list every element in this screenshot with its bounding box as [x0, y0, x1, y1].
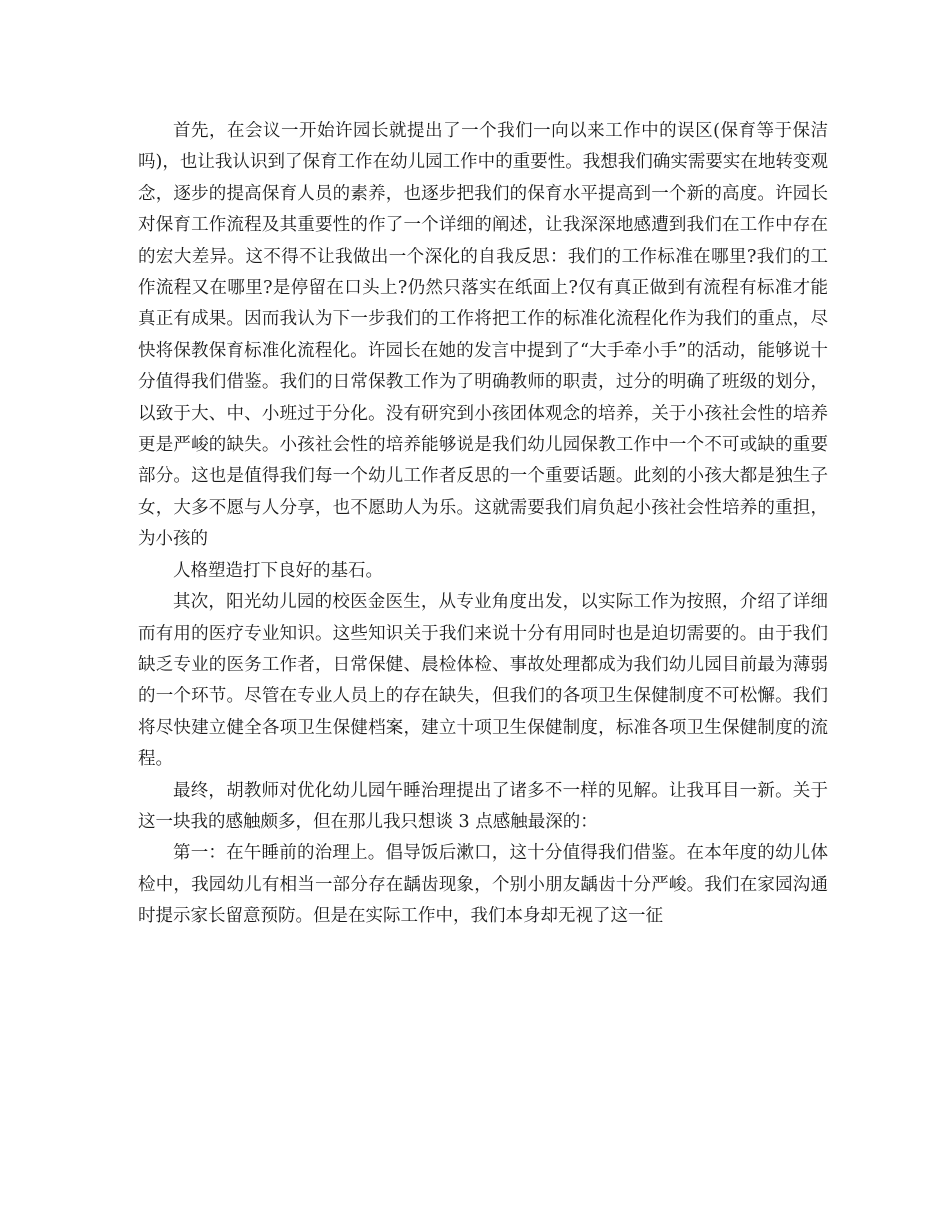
- paragraph-2: 人格塑造打下良好的基石。: [173, 560, 383, 581]
- paragraph-5: 第一：在午睡前的治理上。倡导饭后漱口，这十分值得我们借鉴。在本年度的幼儿体检中，我园幼儿有相当一部分存在龋齿现象，个别小朋友龋齿十分严峻。我们在家园沟通时提示家长留意预防。但是在实际工作中，我们本身却无视了这一征: [138, 843, 828, 927]
- document-body: [138, 116, 828, 933]
- paragraph-1: 首先，在会议一开始许园长就提出了一个我们一向以来工作中的误区(保育等于保洁吗)，也让我认识到了保育工作在幼儿园工作中的重要性。我想我们确实需要实在地转变观念，逐步的提高保育人员的素养，也逐步把我们的保育水平提高到一个新的高度。许园长对保育工作流程及其重要性的作了一个详细的阐述，让我深深地感遭到我们在工作中存在的宏大差异。这不得不让我做出一个深化的自我反思：我们的工作标准在哪里?我们的工作流程又在哪里?是停留在口头上?仍然只落实在纸面上?仅有真正做到有流程有标准才能真正有成果。因而我认为下一步我们的工作将把工作的标准化流程化作为我们的重点，尽快将保教保育标准化流程化。许园长在她的发言中提到了“大手牵小手”的活动，能够说十分值得我们借鉴。我们的日常保教工作为了明确教师的职责，过分的明确了班级的划分，以致于大、中、小班过于分化。没有研究到小孩团体观念的培养，关于小孩社会性的培养更是严峻的缺失。小孩社会性的培养能够说是我们幼儿园保教工作中一个不可或缺的重要部分。这也是值得我们每一个幼儿工作者反思的一个重要话题。此刻的小孩大都是独生子女，大多不愿与人分享，也不愿助人为乐。这就需要我们肩负起小孩社会性培养的重担，为小孩的: [138, 121, 828, 550]
- paragraph-3: 其次，阳光幼儿园的校医金医生，从专业角度出发，以实际工作为按照，介绍了详细而有用的医疗专业知识。这些知识关于我们来说十分有用同时也是迫切需要的。由于我们缺乏专业的医务工作者，日常保健、晨检体检、事故处理都成为我们幼儿园目前最为薄弱的一个环节。尽管在专业人员上的存在缺失，但我们的各项卫生保健制度不可松懈。我们将尽快建立健全各项卫生保健档案，建立十项卫生保健制度，标准各项卫生保健制度的流程。: [138, 592, 828, 770]
- paragraph-4: 最终，胡教师对优化幼儿园午睡治理提出了诸多不一样的见解。让我耳目一新。关于这一块我的感触颇多，但在那儿我只想谈 3 点感触最深的：: [138, 780, 828, 832]
